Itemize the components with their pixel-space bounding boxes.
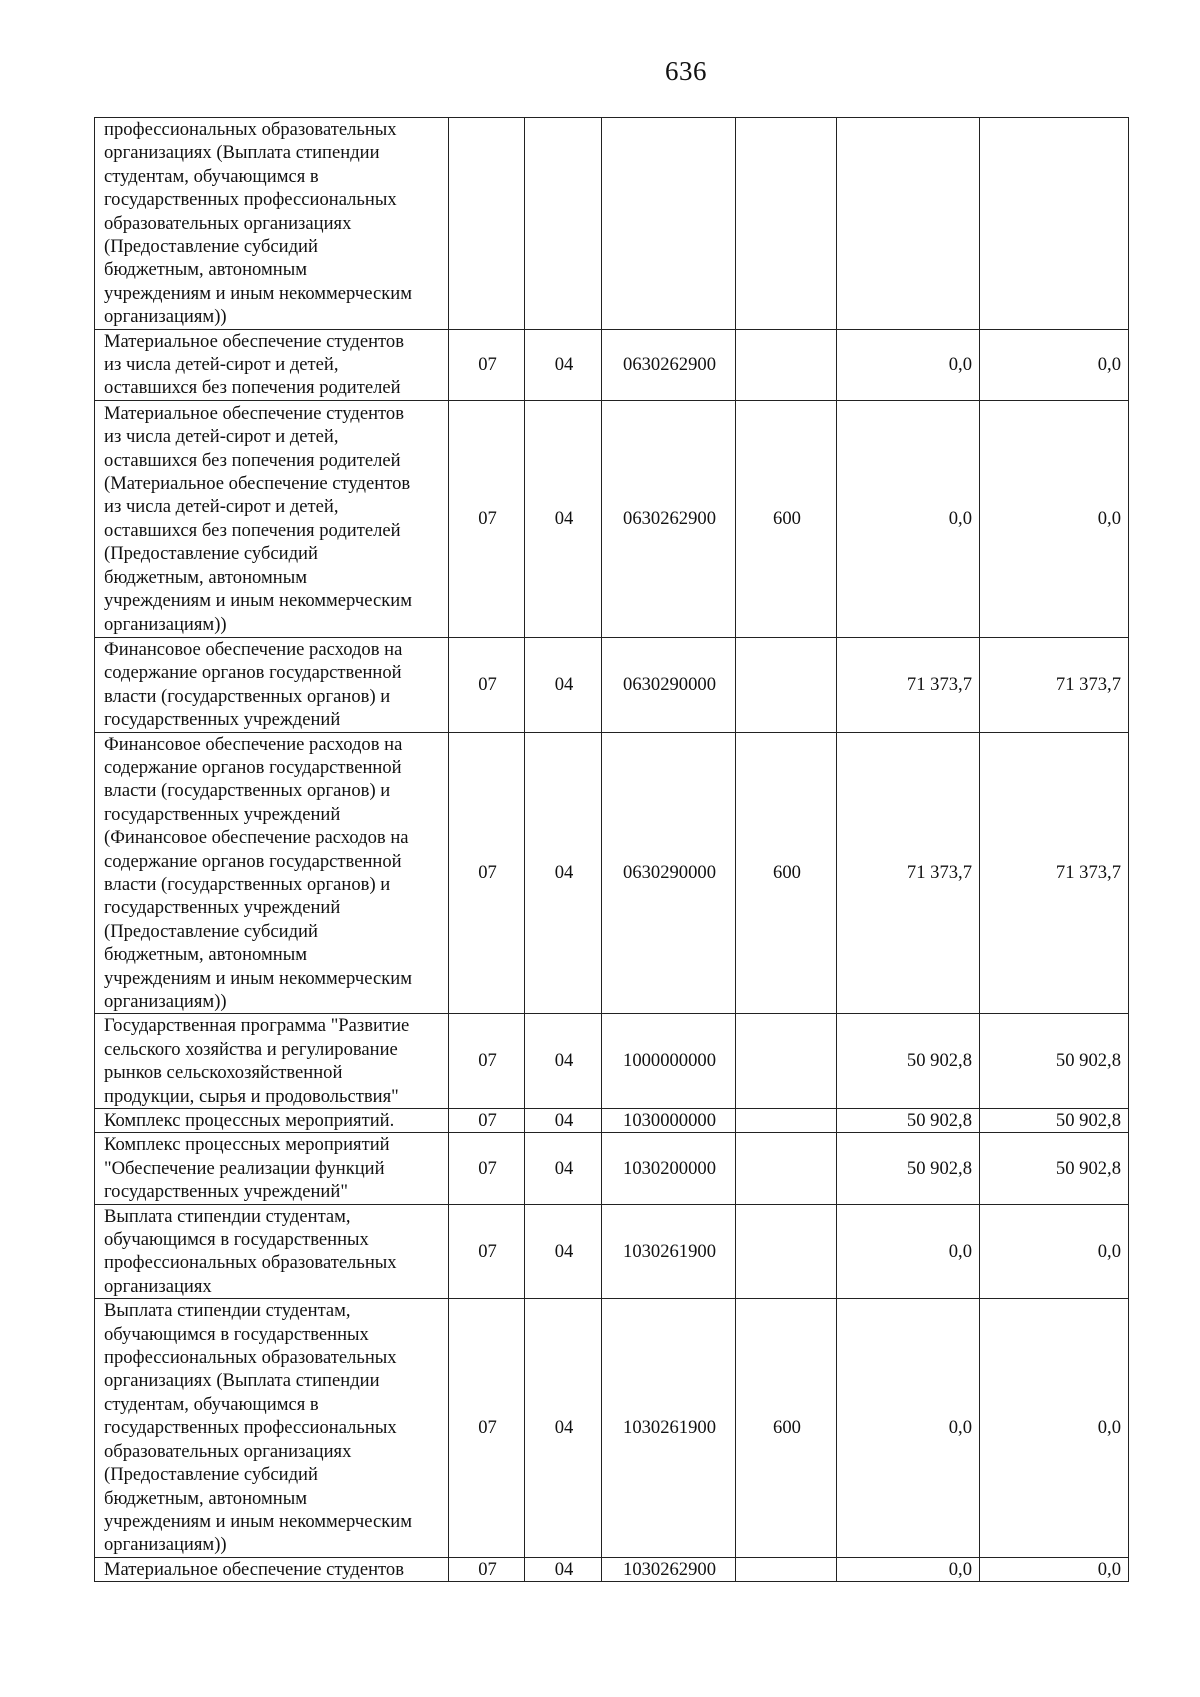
item-name-line: организациям)) bbox=[104, 990, 227, 1012]
target-item-code-cell: 1000000000 bbox=[602, 1014, 736, 1109]
item-name-line: (Предоставление субсидий bbox=[104, 920, 318, 942]
amount-year2-cell: 50 902,8 bbox=[980, 1014, 1129, 1109]
item-name-line: Комплекс процессных мероприятий bbox=[104, 1134, 390, 1156]
subsection-code-cell: 04 bbox=[525, 1299, 602, 1557]
table-row bbox=[95, 732, 1129, 1014]
target-item-code-cell: 1030000000 bbox=[602, 1109, 736, 1133]
item-name-line: обучающимся в государственных bbox=[104, 1229, 369, 1251]
target-item-code-cell: 1030200000 bbox=[602, 1133, 736, 1204]
amount-year2-cell: 0,0 bbox=[980, 400, 1129, 637]
item-name-line: организациям)) bbox=[104, 1534, 227, 1556]
section-code-cell: 07 bbox=[449, 1557, 525, 1581]
item-name-line: власти (государственных органов) и bbox=[104, 873, 391, 895]
target-item-code-cell bbox=[602, 118, 736, 330]
item-name-line: содержание органов государственной bbox=[104, 756, 402, 778]
expense-type-code-cell bbox=[736, 1014, 837, 1109]
section-code-cell bbox=[449, 118, 525, 330]
item-name-line: студентам, обучающимся в bbox=[104, 165, 319, 187]
amount-year1-cell: 50 902,8 bbox=[837, 1109, 980, 1133]
item-name-line: профессиональных образовательных bbox=[104, 1252, 397, 1274]
item-name-line: из числа детей-сирот и детей, bbox=[104, 426, 339, 448]
item-name-line: власти (государственных органов) и bbox=[104, 685, 391, 707]
item-name-line: Материальное обеспечение студентов bbox=[104, 330, 404, 352]
item-name-cell bbox=[95, 329, 449, 400]
amount-year2-cell: 50 902,8 bbox=[980, 1109, 1129, 1133]
amount-year2-cell: 71 373,7 bbox=[980, 732, 1129, 1014]
expense-type-code-cell bbox=[736, 118, 837, 330]
table-row bbox=[95, 1133, 1129, 1204]
expense-type-code-cell bbox=[736, 1557, 837, 1581]
item-name-cell bbox=[95, 1014, 449, 1109]
table-row bbox=[95, 1204, 1129, 1299]
section-code-cell: 07 bbox=[449, 1299, 525, 1557]
item-name-line: Финансовое обеспечение расходов на bbox=[104, 638, 403, 660]
item-name-line: образовательных организациях bbox=[104, 1440, 352, 1462]
subsection-code-cell bbox=[525, 118, 602, 330]
amount-year1-cell: 0,0 bbox=[837, 1557, 980, 1581]
item-name-line: организациям)) bbox=[104, 613, 227, 635]
item-name-line: профессиональных образовательных bbox=[104, 1347, 397, 1369]
item-name-line: (Финансовое обеспечение расходов на bbox=[104, 827, 409, 849]
amount-year2-cell: 0,0 bbox=[980, 1204, 1129, 1299]
item-name-line: (Предоставление субсидий bbox=[104, 543, 318, 565]
amount-year1-cell: 50 902,8 bbox=[837, 1133, 980, 1204]
item-name-line: Материальное обеспечение студентов bbox=[104, 1558, 404, 1580]
subsection-code-cell: 04 bbox=[525, 1204, 602, 1299]
expense-type-code-cell bbox=[736, 1204, 837, 1299]
subsection-code-cell: 04 bbox=[525, 329, 602, 400]
item-name-line: Выплата стипендии студентам, bbox=[104, 1300, 351, 1322]
item-name-line: оставшихся без попечения родителей bbox=[104, 377, 401, 399]
budget-table bbox=[94, 117, 1129, 1582]
amount-year2-cell: 0,0 bbox=[980, 1299, 1129, 1557]
amount-year1-cell: 71 373,7 bbox=[837, 637, 980, 732]
item-name-line: государственных учреждений bbox=[104, 803, 341, 825]
item-name-line: обучающимся в государственных bbox=[104, 1323, 369, 1345]
item-name-line: учреждениям и иным некоммерческим bbox=[104, 1510, 412, 1532]
section-code-cell: 07 bbox=[449, 1204, 525, 1299]
item-name-line: (Предоставление субсидий bbox=[104, 236, 318, 258]
expense-type-code-cell bbox=[736, 1133, 837, 1204]
amount-year1-cell: 0,0 bbox=[837, 1204, 980, 1299]
item-name-line: (Материальное обеспечение студентов bbox=[104, 473, 411, 495]
item-name-line: бюджетным, автономным bbox=[104, 944, 307, 966]
amount-year1-cell bbox=[837, 118, 980, 330]
item-name-line: учреждениям и иным некоммерческим bbox=[104, 282, 412, 304]
amount-year2-cell: 0,0 bbox=[980, 329, 1129, 400]
item-name-line: из числа детей-сирот и детей, bbox=[104, 496, 339, 518]
item-name-line: содержание органов государственной bbox=[104, 850, 402, 872]
amount-year1-cell: 0,0 bbox=[837, 1299, 980, 1557]
item-name-line: Выплата стипендии студентам, bbox=[104, 1205, 351, 1227]
expense-type-code-cell: 600 bbox=[736, 400, 837, 637]
section-code-cell: 07 bbox=[449, 400, 525, 637]
item-name-cell bbox=[95, 400, 449, 637]
item-name-line: бюджетным, автономным bbox=[104, 566, 307, 588]
amount-year1-cell: 50 902,8 bbox=[837, 1014, 980, 1109]
amount-year1-cell: 71 373,7 bbox=[837, 732, 980, 1014]
item-name-line: оставшихся без попечения родителей bbox=[104, 519, 401, 541]
item-name-line: учреждениям и иным некоммерческим bbox=[104, 967, 412, 989]
amount-year2-cell bbox=[980, 118, 1129, 330]
item-name-line: из числа детей-сирот и детей, bbox=[104, 354, 339, 376]
item-name-cell bbox=[95, 637, 449, 732]
item-name-line: государственных учреждений" bbox=[104, 1181, 348, 1203]
amount-year1-cell: 0,0 bbox=[837, 329, 980, 400]
subsection-code-cell: 04 bbox=[525, 1557, 602, 1581]
expense-type-code-cell: 600 bbox=[736, 1299, 837, 1557]
amount-year2-cell: 0,0 bbox=[980, 1557, 1129, 1581]
table-row bbox=[95, 400, 1129, 637]
item-name-line: бюджетным, автономным bbox=[104, 1487, 307, 1509]
target-item-code-cell: 0630290000 bbox=[602, 637, 736, 732]
item-name-cell bbox=[95, 1133, 449, 1204]
target-item-code-cell: 0630262900 bbox=[602, 400, 736, 637]
target-item-code-cell: 0630262900 bbox=[602, 329, 736, 400]
table-row bbox=[95, 1299, 1129, 1557]
item-name-line: Материальное обеспечение студентов bbox=[104, 402, 404, 424]
target-item-code-cell: 1030261900 bbox=[602, 1299, 736, 1557]
section-code-cell: 07 bbox=[449, 637, 525, 732]
item-name-line: организациях (Выплата стипендии bbox=[104, 1370, 380, 1392]
section-code-cell: 07 bbox=[449, 732, 525, 1014]
subsection-code-cell: 04 bbox=[525, 732, 602, 1014]
subsection-code-cell: 04 bbox=[525, 1133, 602, 1204]
item-name-cell bbox=[95, 1299, 449, 1557]
subsection-code-cell: 04 bbox=[525, 1109, 602, 1133]
table-row bbox=[95, 637, 1129, 732]
item-name-line: власти (государственных органов) и bbox=[104, 780, 391, 802]
item-name-line: государственных профессиональных bbox=[104, 1417, 397, 1439]
section-code-cell: 07 bbox=[449, 1109, 525, 1133]
section-code-cell: 07 bbox=[449, 1133, 525, 1204]
table-row bbox=[95, 1014, 1129, 1109]
item-name-cell bbox=[95, 118, 449, 330]
subsection-code-cell: 04 bbox=[525, 400, 602, 637]
item-name-line: рынков сельскохозяйственной bbox=[104, 1062, 343, 1084]
item-name-cell bbox=[95, 1557, 449, 1581]
amount-year2-cell: 50 902,8 bbox=[980, 1133, 1129, 1204]
table-row bbox=[95, 1109, 1129, 1133]
expense-type-code-cell bbox=[736, 329, 837, 400]
expense-type-code-cell bbox=[736, 1109, 837, 1133]
item-name-line: (Предоставление субсидий bbox=[104, 1464, 318, 1486]
item-name-cell bbox=[95, 1109, 449, 1133]
item-name-line: Финансовое обеспечение расходов на bbox=[104, 733, 403, 755]
item-name-line: студентам, обучающимся в bbox=[104, 1393, 319, 1415]
table-row bbox=[95, 1557, 1129, 1581]
table-row bbox=[95, 118, 1129, 330]
expense-type-code-cell: 600 bbox=[736, 732, 837, 1014]
item-name-line: Комплекс процессных мероприятий. bbox=[104, 1110, 395, 1131]
section-code-cell: 07 bbox=[449, 329, 525, 400]
subsection-code-cell: 04 bbox=[525, 637, 602, 732]
section-code-cell: 07 bbox=[449, 1014, 525, 1109]
expense-type-code-cell bbox=[736, 637, 837, 732]
item-name-line: содержание органов государственной bbox=[104, 662, 402, 684]
item-name-line: оставшихся без попечения родителей bbox=[104, 449, 401, 471]
target-item-code-cell: 1030262900 bbox=[602, 1557, 736, 1581]
item-name-line: учреждениям и иным некоммерческим bbox=[104, 590, 412, 612]
subsection-code-cell: 04 bbox=[525, 1014, 602, 1109]
item-name-line: государственных профессиональных bbox=[104, 189, 397, 211]
item-name-line: бюджетным, автономным bbox=[104, 259, 307, 281]
item-name-line: сельского хозяйства и регулирование bbox=[104, 1038, 398, 1060]
item-name-line: продукции, сырья и продовольствия" bbox=[104, 1085, 399, 1107]
table-row bbox=[95, 329, 1129, 400]
item-name-cell bbox=[95, 1204, 449, 1299]
page-number: 636 bbox=[665, 56, 707, 86]
item-name-cell bbox=[95, 732, 449, 1014]
item-name-line: образовательных организациях bbox=[104, 212, 352, 234]
item-name-line: государственных учреждений bbox=[104, 709, 341, 731]
item-name-line: "Обеспечение реализации функций bbox=[104, 1157, 385, 1179]
target-item-code-cell: 1030261900 bbox=[602, 1204, 736, 1299]
item-name-line: профессиональных образовательных bbox=[104, 119, 397, 140]
amount-year2-cell: 71 373,7 bbox=[980, 637, 1129, 732]
target-item-code-cell: 0630290000 bbox=[602, 732, 736, 1014]
item-name-line: организациям)) bbox=[104, 306, 227, 328]
item-name-line: организациях bbox=[104, 1275, 212, 1297]
amount-year1-cell: 0,0 bbox=[837, 400, 980, 637]
item-name-line: государственных учреждений bbox=[104, 897, 341, 919]
item-name-line: Государственная программа "Развитие bbox=[104, 1015, 410, 1037]
item-name-line: организациях (Выплата стипендии bbox=[104, 142, 380, 164]
